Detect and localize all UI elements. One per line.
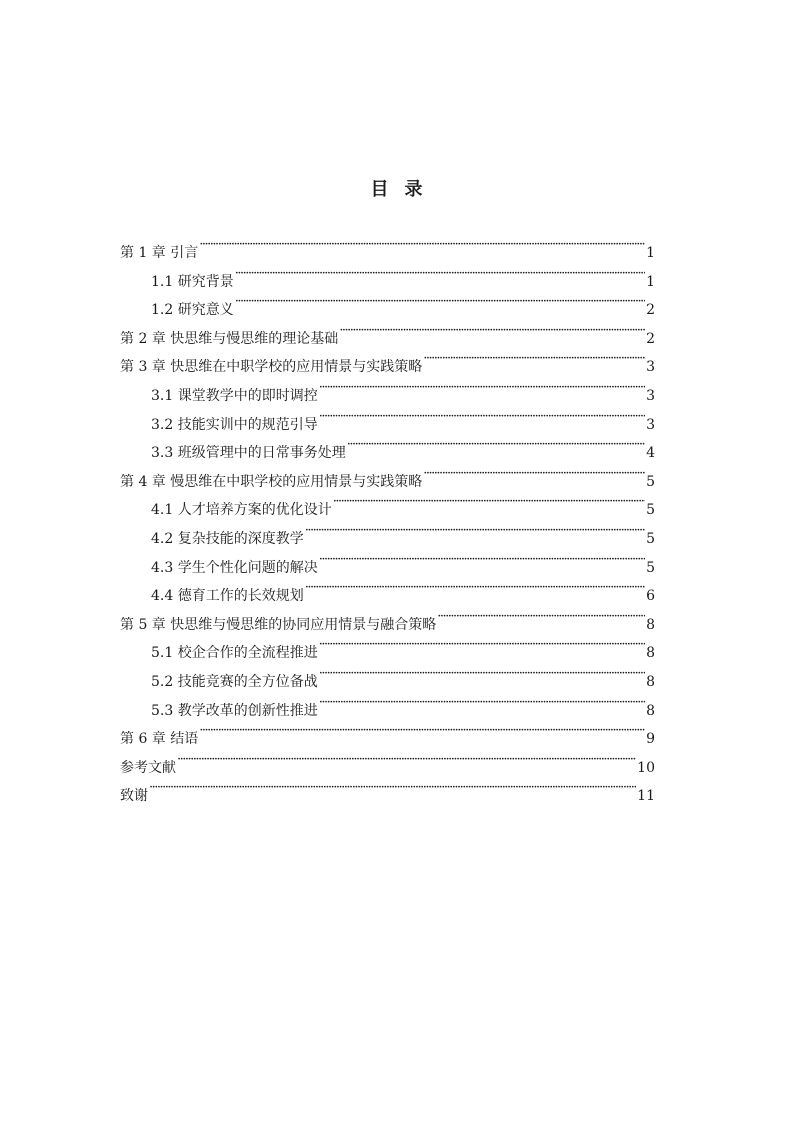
toc-entry-acknowledgements[interactable]	[120, 776, 655, 805]
toc-entry-4-1[interactable]	[120, 490, 655, 519]
toc-entry-page: 8	[646, 673, 655, 690]
toc-entry-chapter-2[interactable]	[120, 319, 655, 348]
toc-entry-label: 第 6 章 结语	[120, 731, 199, 748]
toc-entry-label: 参考文献	[120, 759, 176, 776]
dot-leader	[305, 519, 645, 543]
toc-entry-page: 10	[637, 759, 655, 776]
toc-entry-label: 致谢	[120, 788, 148, 805]
toc-entry-3-1[interactable]	[120, 376, 655, 405]
toc-entry-label: 第 3 章 快思维在中职学校的应用情景与实践策略	[120, 359, 423, 376]
toc-entry-label: 3.3 班级管理中的日常事务处理	[151, 445, 346, 462]
toc-entry-page: 11	[637, 788, 655, 805]
toc-entry-label: 第 5 章 快思维与慢思维的协同应用情景与融合策略	[120, 616, 437, 633]
toc-entry-page: 5	[646, 473, 655, 490]
table-of-contents	[120, 233, 655, 805]
dot-leader	[319, 633, 645, 657]
dot-leader	[199, 719, 645, 743]
toc-entry-references[interactable]	[120, 748, 655, 777]
toc-entry-page: 3	[646, 416, 655, 433]
dot-leader	[305, 576, 645, 600]
toc-entry-label: 4.1 人才培养方案的优化设计	[151, 502, 332, 519]
toc-entry-page: 5	[646, 502, 655, 519]
toc-entry-4-3[interactable]	[120, 548, 655, 577]
toc-entry-5-2[interactable]	[120, 662, 655, 691]
dot-leader	[235, 262, 645, 286]
toc-title: 目录	[370, 179, 439, 200]
toc-entry-label: 5.2 技能竞赛的全方位备战	[151, 673, 318, 690]
toc-entry-page: 1	[646, 273, 655, 290]
toc-entry-label: 1.2 研究意义	[151, 302, 234, 319]
toc-entry-label: 5.3 教学改革的创新性推进	[151, 702, 318, 719]
toc-entry-page: 8	[646, 645, 655, 662]
toc-entry-chapter-4[interactable]	[120, 462, 655, 491]
dot-leader	[437, 605, 645, 629]
toc-entry-label: 4.4 德育工作的长效规划	[151, 588, 304, 605]
dot-leader	[319, 405, 645, 429]
dot-leader	[149, 776, 636, 800]
toc-entry-4-4[interactable]	[120, 576, 655, 605]
toc-entry-page: 9	[646, 731, 655, 748]
dot-leader	[423, 462, 645, 486]
dot-leader	[347, 433, 645, 457]
toc-entry-3-2[interactable]	[120, 405, 655, 434]
toc-entry-5-1[interactable]	[120, 633, 655, 662]
toc-entry-page: 1	[646, 245, 655, 261]
toc-entry-label: 第 1 章 引言	[120, 245, 199, 261]
toc-entry-chapter-1[interactable]	[120, 233, 655, 262]
toc-entry-page: 2	[646, 302, 655, 319]
dot-leader	[319, 691, 645, 715]
toc-entry-page: 3	[646, 359, 655, 376]
toc-entry-label: 第 4 章 慢思维在中职学校的应用情景与实践策略	[120, 473, 423, 490]
toc-entry-1-2[interactable]	[120, 290, 655, 319]
toc-entry-page: 8	[646, 702, 655, 719]
toc-entry-page: 6	[646, 588, 655, 605]
toc-entry-label: 第 2 章 快思维与慢思维的理论基础	[120, 330, 339, 347]
dot-leader	[319, 376, 645, 400]
dot-leader	[235, 290, 645, 314]
toc-entry-page: 5	[646, 559, 655, 576]
dot-leader	[177, 748, 636, 772]
toc-entry-page: 3	[646, 387, 655, 404]
toc-entry-label: 4.3 学生个性化问题的解决	[151, 559, 318, 576]
dot-leader	[423, 347, 645, 371]
toc-entry-label: 3.2 技能实训中的规范引导	[151, 416, 318, 433]
dot-leader	[339, 319, 645, 343]
toc-entry-label: 3.1 课堂教学中的即时调控	[151, 387, 318, 404]
toc-entry-label: 4.2 复杂技能的深度教学	[151, 530, 304, 547]
dot-leader	[319, 548, 645, 572]
toc-entry-page: 2	[646, 330, 655, 347]
toc-entry-page: 4	[646, 445, 655, 462]
toc-entry-5-3[interactable]	[120, 691, 655, 720]
toc-entry-chapter-3[interactable]	[120, 347, 655, 376]
toc-entry-label: 5.1 校企合作的全流程推进	[151, 645, 318, 662]
toc-entry-label: 1.1 研究背景	[151, 273, 234, 290]
toc-entry-chapter-6[interactable]	[120, 719, 655, 748]
toc-entry-page: 8	[646, 616, 655, 633]
dot-leader	[333, 490, 645, 514]
toc-entry-1-1[interactable]	[120, 262, 655, 291]
toc-entry-chapter-5[interactable]	[120, 605, 655, 634]
toc-entry-3-3[interactable]	[120, 433, 655, 462]
dot-leader	[319, 662, 645, 686]
toc-entry-page: 5	[646, 530, 655, 547]
toc-entry-4-2[interactable]	[120, 519, 655, 548]
dot-leader	[199, 233, 645, 257]
